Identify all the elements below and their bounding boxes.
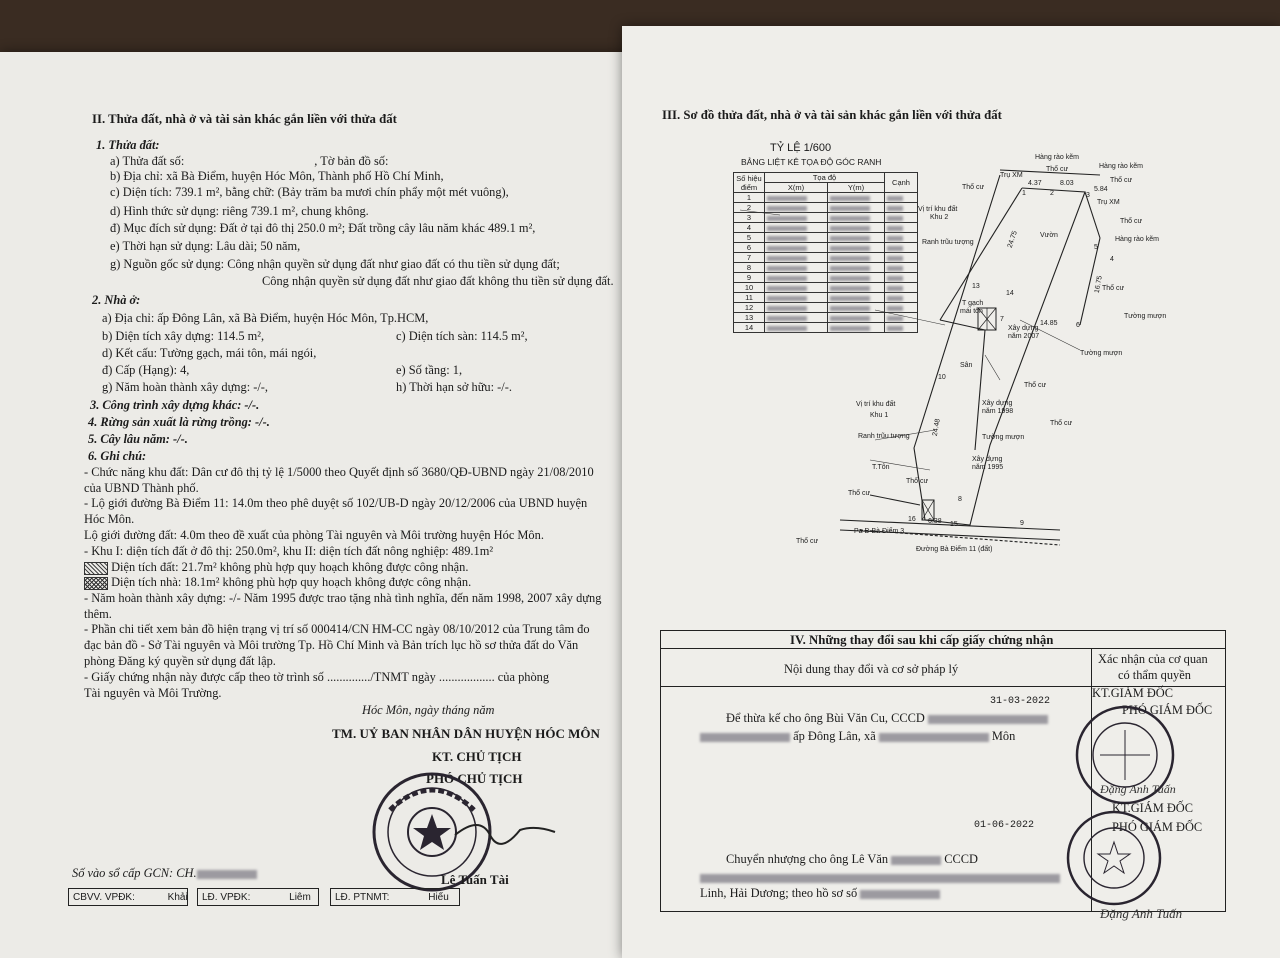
note-submission: - Giấy chứng nhận này được cấp theo tờ trình số ............../TNMT ngày .................. của phòng bbox=[84, 670, 550, 684]
coord-point-number: 9 bbox=[734, 273, 765, 283]
map-label-vuon: Vườn bbox=[1040, 232, 1058, 239]
change-date-1: 31-03-2022 bbox=[990, 696, 1051, 707]
map-label-san: Sân bbox=[960, 362, 973, 369]
note-zoning-2: của UBND Thành phố. bbox=[84, 481, 199, 495]
note-zoning: - Chức năng khu đất: Dân cư đô thị tỷ lệ 1/5000 theo Quyết định số 3680/QĐ-UBND ngày 21/08/2010 bbox=[84, 465, 594, 479]
th-edge: Cạnh bbox=[885, 173, 918, 193]
map-point-9: 9 bbox=[1020, 520, 1024, 527]
stamp-box-officer: CBVV. VPĐK: Khải bbox=[68, 888, 188, 906]
map-label-thocu-2: Thổ cư bbox=[1110, 177, 1133, 184]
house-build-area: b) Diện tích xây dựng: 114.5 m², bbox=[102, 329, 265, 343]
coord-point-number: 1 bbox=[734, 193, 765, 203]
change-entry-2c: Linh, Hải Dương; theo hồ sơ số bbox=[700, 886, 940, 901]
origin-line-1: g) Nguồn gốc sử dụng: Công nhận quyền sử dụng đất như giao đất có thu tiền sử dụng đất; bbox=[110, 257, 560, 271]
map-label-xd1998: Xây dựng bbox=[982, 400, 1013, 407]
map-dim-1: 4.37 bbox=[1028, 180, 1042, 187]
sign-date: Hóc Môn, ngày tháng năm bbox=[362, 703, 495, 717]
change-entry-1b: ấp Đông Lân, xã Môn bbox=[700, 729, 1015, 744]
section-perennial: 5. Cây lâu năm: -/-. bbox=[88, 432, 188, 446]
map-scale: TỶ LỆ 1/600 bbox=[770, 142, 832, 154]
map-point-15: 15 bbox=[950, 521, 958, 528]
map-label-thocu-7: Thổ cư bbox=[1050, 420, 1073, 427]
coord-table-title: BẢNG LIỆT KÊ TỌA ĐỘ GÓC RANH bbox=[741, 157, 882, 167]
subsection-land: 1. Thửa đất: bbox=[96, 138, 160, 152]
gcn-register: Số vào sổ cấp GCN: CH. bbox=[72, 866, 257, 881]
map-label-hangrao-3: Hàng rào kẽm bbox=[1115, 236, 1159, 243]
house-floors: e) Số tầng: 1, bbox=[396, 363, 463, 377]
th-point: Số hiệu bbox=[736, 173, 762, 183]
map-label-thocu-4: Thổ cư bbox=[1120, 218, 1143, 225]
house-floor-area: c) Diện tích sàn: 114.5 m², bbox=[396, 329, 528, 343]
map-label-ranh-1: Ranh trũu tượng bbox=[858, 433, 910, 440]
note-year: - Năm hoàn thành xây dựng: -/- Năm 1995 được trao tặng nhà tình nghĩa, đến năm 1998, 2007 xây dựng bbox=[84, 591, 602, 605]
map-label-duong: Đường Bà Điểm 11 (đất) bbox=[916, 546, 993, 553]
map-label-ranh-2: Ranh trũu tượng bbox=[922, 239, 974, 246]
change-entry-1: Để thừa kế cho ông Bùi Văn Cu, CCCD bbox=[726, 711, 1048, 726]
th-y: Y(m) bbox=[828, 183, 885, 193]
map-label-xd1995: Xây dựng bbox=[972, 456, 1003, 463]
coord-point-number: 7 bbox=[734, 253, 765, 263]
note-house-area: Diện tích nhà: 18.1m² không phù hợp quy hoạch không được công nhận. bbox=[84, 575, 471, 590]
coord-point-number: 2 bbox=[734, 203, 765, 213]
map-point-16: 16 bbox=[908, 516, 916, 523]
section-2-title: II. Thửa đất, nhà ở và tài sản khác gắn liền với thửa đất bbox=[92, 112, 397, 126]
map-label-vitri-2: Vị trí khu đất bbox=[918, 206, 958, 213]
map-label-tgach: T gạch bbox=[962, 300, 984, 307]
map-point-7: 7 bbox=[1000, 316, 1004, 323]
confirm-pgd-1: PHÓ GIÁM ĐỐC bbox=[1122, 703, 1213, 717]
house-complete-year: g) Năm hoàn thành xây dựng: -/-, bbox=[102, 380, 269, 394]
origin-line-2: Công nhận quyền sử dụng đất như giao đất không thu tiền sử dụng đất. bbox=[262, 274, 614, 288]
coord-point-number: 3 bbox=[734, 213, 765, 223]
confirm-kt-1: KT.GIÁM ĐỐC bbox=[1092, 686, 1173, 700]
map-point-10: 10 bbox=[938, 374, 946, 381]
map-dim-5: 16.75 bbox=[1093, 275, 1104, 294]
house-structure: d) Kết cấu: Tường gạch, mái tôn, mái ngói, bbox=[102, 346, 317, 360]
coord-point-number: 14 bbox=[734, 323, 765, 333]
confirm-kt-2: KT.GIÁM ĐỐC bbox=[1112, 801, 1193, 815]
change-date-2: 01-06-2022 bbox=[974, 820, 1035, 831]
signer-name: Lê Tuấn Tài bbox=[441, 872, 509, 887]
map-point-2: 2 bbox=[1050, 190, 1054, 197]
map-label-thocu-5: Thổ cư bbox=[1102, 285, 1125, 292]
subsection-house: 2. Nhà ở: bbox=[92, 293, 141, 307]
note-road-2: Hóc Môn. bbox=[84, 512, 135, 526]
note-dirt-road: Lộ giới đường đất: 4.0m theo đề xuất của phòng Tài nguyên và Môi trường huyện Hóc Môn. bbox=[84, 528, 544, 542]
map-label-nam1998: năm 1998 bbox=[982, 408, 1014, 415]
stamp-box-office-lead: LĐ. VPĐK: Liêm bbox=[197, 888, 319, 906]
map-label-truxm-2: Trụ XM bbox=[1097, 199, 1120, 206]
map-label-hangrao-2: Hàng rào kẽm bbox=[1099, 163, 1143, 170]
map-label-tton: T.Tôn bbox=[872, 464, 890, 471]
map-point-8: 8 bbox=[958, 496, 962, 503]
map-dim-2: 8.03 bbox=[1060, 180, 1074, 187]
section-forest: 4. Rừng sản xuất là rừng trồng: -/-. bbox=[88, 415, 270, 429]
coord-point-number: 6 bbox=[734, 243, 765, 253]
change-signer-1: Đặng Anh Tuấn bbox=[1100, 782, 1176, 796]
map-label-thocu-9: Thổ cư bbox=[848, 490, 871, 497]
map-dim-4: 24.75 bbox=[1006, 230, 1019, 249]
map-point-4: 4 bbox=[1110, 256, 1114, 263]
map-label-thocu-8: Thổ cư bbox=[906, 478, 929, 485]
map-label-xd2007: Xây dựng bbox=[1008, 325, 1039, 332]
confirm-pgd-2: PHÓ GIÁM ĐỐC bbox=[1112, 820, 1203, 834]
map-dim-8: 6.38 bbox=[928, 518, 942, 525]
coord-point-number: 11 bbox=[734, 293, 765, 303]
note-road: - Lộ giới đường Bà Điểm 11: 14.0m theo phê duyệt số 102/UB-D ngày 20/12/2006 của UBND huyện bbox=[84, 496, 588, 510]
col-confirm-header-2: có thẩm quyền bbox=[1118, 668, 1191, 682]
note-submission-2: Tài nguyên và Môi Trường. bbox=[84, 686, 222, 700]
parcel-map bbox=[700, 150, 1260, 580]
map-label-tuongmuon-2: Tường mượn bbox=[1080, 350, 1123, 357]
area-line: c) Diện tích: 739.1 m², bằng chữ: (Bảy trăm ba mươi chín phẩy một mét vuông), bbox=[110, 185, 509, 199]
change-signer-2: Đặng Anh Tuấn bbox=[1100, 906, 1183, 921]
map-point-3: 3 bbox=[1086, 192, 1090, 199]
map-point-14: 14 bbox=[1006, 290, 1014, 297]
house-grade: đ) Cấp (Hạng): 4, bbox=[102, 363, 190, 377]
term-line: e) Thời hạn sử dụng: Lâu dài; 50 năm, bbox=[110, 239, 301, 253]
section-4-title: IV. Những thay đổi sau khi cấp giấy chứng nhận bbox=[790, 633, 1054, 647]
section-3-title: III. Sơ đồ thửa đất, nhà ở và tài sản khác gắn liền với thửa đất bbox=[662, 108, 1002, 122]
map-label-tuongmuon-3: Tường mượn bbox=[982, 434, 1025, 441]
change-entry-2: Chuyển nhượng cho ông Lê Văn CCCD bbox=[726, 852, 979, 866]
address-line: b) Địa chỉ: xã Bà Điểm, huyện Hóc Môn, Thành phố Hồ Chí Minh, bbox=[110, 169, 444, 183]
hatch-house-legend bbox=[84, 577, 108, 590]
change-entry-2b bbox=[700, 870, 1060, 885]
sign-role-1: KT. CHỦ TỊCH bbox=[432, 749, 522, 764]
usage-form-line: d) Hình thức sử dụng: riêng 739.1 m², chung không. bbox=[110, 204, 369, 218]
section-notes: 6. Ghi chú: bbox=[88, 449, 147, 463]
note-year-2: thêm. bbox=[84, 607, 112, 621]
col-content-header: Nội dung thay đổi và cơ sở pháp lý bbox=[784, 662, 959, 676]
map-label-nam2007: năm 2007 bbox=[1008, 333, 1040, 340]
map-label-duong-2: Pa Đ Bà Điểm 3 bbox=[854, 528, 905, 535]
map-label-thocu-6: Thổ cư bbox=[1024, 382, 1047, 389]
house-address: a) Địa chỉ: ấp Đông Lân, xã Bà Điểm, huyện Hóc Môn, Tp.HCM, bbox=[102, 311, 429, 325]
map-label-thocu-1: Thổ cư bbox=[1046, 166, 1069, 173]
coord-point-number: 8 bbox=[734, 263, 765, 273]
note-map-3: phòng Đăng ký quyền sử dụng đất lập. bbox=[84, 654, 276, 668]
usage-purpose-line: đ) Mục đích sử dụng: Đất ở tại đô thị 250.0 m²; Đất trồng cây lâu năm khác 489.1 m², bbox=[110, 221, 536, 235]
map-point-1: 1 bbox=[1022, 190, 1026, 197]
map-label-tuongmuon-1: Tường mượn bbox=[1124, 313, 1167, 320]
coord-point-number: 12 bbox=[734, 303, 765, 313]
th-point-2: điểm bbox=[740, 182, 758, 192]
map-label-khu-1: Khu 1 bbox=[870, 412, 889, 419]
th-coord: Tọa độ bbox=[765, 173, 885, 183]
map-label-hangrao-1: Hàng rào kẽm bbox=[1035, 154, 1079, 161]
map-dim-7: 24.48 bbox=[931, 418, 942, 437]
note-land-area: Diện tích đất: 21.7m² không phù hợp quy hoạch không được công nhận. bbox=[84, 560, 468, 575]
hatch-land-legend bbox=[84, 562, 108, 575]
coord-point-number: 13 bbox=[734, 313, 765, 323]
th-x: X(m) bbox=[765, 183, 828, 193]
map-label-maiton: mái tôn bbox=[960, 308, 983, 315]
coord-point-number: 10 bbox=[734, 283, 765, 293]
parcel-number-label: a) Thửa đất số: , Tờ bản đồ số: bbox=[110, 154, 389, 168]
stamp-box-dept-lead: LĐ. PTNMT: Hiếu bbox=[330, 888, 460, 906]
map-point-6: 6 bbox=[1076, 322, 1080, 329]
house-ownership-term: h) Thời hạn sở hữu: -/-. bbox=[396, 380, 512, 394]
map-dim-3: 5.84 bbox=[1094, 186, 1108, 193]
map-label-khu-2: Khu 2 bbox=[930, 214, 949, 221]
change-seal-2-icon bbox=[1062, 806, 1172, 916]
sign-role-2: PHÓ CHỦ TỊCH bbox=[426, 771, 523, 786]
sign-organization: TM. UỶ BAN NHÂN DÂN HUYỆN HÓC MÔN bbox=[332, 726, 600, 741]
map-label-vitri-1: Vị trí khu đất bbox=[856, 401, 896, 408]
note-map: - Phần chi tiết xem bản đồ hiện trạng vị trí số 000414/CN HM-CC ngày 08/10/2012 của Trung tâm đo bbox=[84, 622, 590, 636]
map-dim-6: 14.85 bbox=[1040, 320, 1058, 327]
note-zones: - Khu I: diện tích đất ở đô thị: 250.0m², khu II: diện tích đất nông nghiệp: 489.1m² bbox=[84, 544, 494, 558]
map-point-5: 5 bbox=[1094, 244, 1098, 251]
map-label-thocu-3: Thổ cư bbox=[962, 184, 985, 191]
coord-point-number: 4 bbox=[734, 223, 765, 233]
coord-point-number: 5 bbox=[734, 233, 765, 243]
signature-chairman-icon bbox=[450, 810, 560, 850]
map-label-thocu-10: Thổ cư bbox=[796, 538, 819, 545]
map-label-nam1995: năm 1995 bbox=[972, 464, 1004, 471]
section-other-works: 3. Công trình xây dựng khác: -/-. bbox=[90, 398, 260, 412]
map-label-truxm-1: Trụ XM bbox=[1000, 172, 1023, 179]
col-confirm-header-1: Xác nhận của cơ quan bbox=[1098, 652, 1208, 666]
note-map-2: đạc bản đồ - Sở Tài nguyên và Môi trường Tp. Hồ Chí Minh và Bản trích lục hồ sơ thửa đất do Văn bbox=[84, 638, 579, 652]
map-point-13: 13 bbox=[972, 283, 980, 290]
